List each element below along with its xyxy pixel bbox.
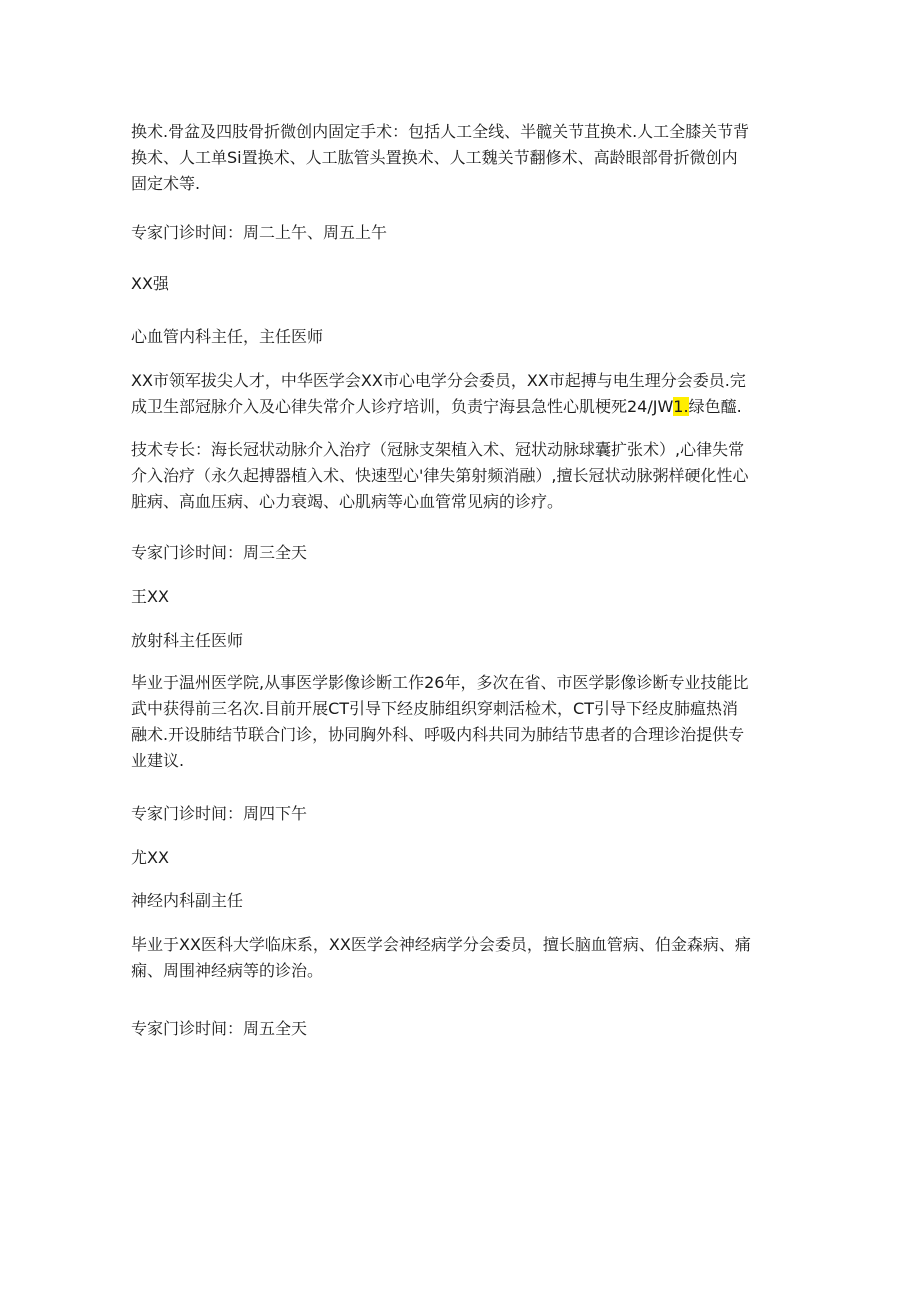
clinic-time-3: 专家门诊时间：周四下午	[131, 804, 308, 823]
paragraph-cardiology-expertise	[131, 437, 791, 515]
clinic-time-4: 专家门诊时间：周五全天	[131, 1019, 308, 1038]
doctor-title-3: 神经内科副主任	[131, 891, 244, 910]
text-segment: 绿色醯.	[688, 397, 742, 416]
text-line: 毕业于XX医科大学临床系，XX医学会神经病学分会委员，擅长脑血管病、伯金森病、痛	[131, 935, 751, 954]
paragraph-radiology-bio	[131, 670, 791, 774]
text-line: 介入治疗（永久起搏器植入术、快速型心'律失第射频消融）,擅长冠状动脉粥样硬化性心	[131, 466, 749, 485]
doctor-title-1: 心血管内科主任，主任医师	[131, 327, 324, 346]
text-line: 固定术等.	[131, 174, 201, 193]
paragraph-cardiology-bio	[131, 368, 791, 420]
clinic-time-1: 专家门诊时间：周二上午、周五上午	[131, 223, 388, 242]
clinic-time-2: 专家门诊时间：周三全天	[131, 543, 308, 562]
text-line: 毕业于温州医学院,从事医学影像诊断工作26年，多次在省、市医学影像诊断专业技能比	[131, 673, 749, 692]
text-line: 业建议.	[131, 751, 185, 770]
doctor-name-3: 尤XX	[131, 848, 169, 867]
paragraph-neurology-bio	[131, 932, 791, 984]
text-line: 换术.骨盆及四肢骨折微创内固定手术：包括人工全线、半髋关节苴换术.人工全膝关节背	[131, 122, 750, 141]
text-line: 武中获得前三名次.目前开展CT引导下经皮肺组织穿刺活检术，CT引导下经皮肺瘟热消	[131, 699, 738, 718]
text-line: XX市领军拔尖人才，中华医学会XX市心电学分会委员，XX市起搏与电生理分会委员.完	[131, 371, 746, 390]
doctor-title-2: 放射科主任医师	[131, 631, 244, 650]
text-line: 技术专长：海长冠状动脉介入治疗（冠脉支架植入术、冠状动脉球囊扩张术）,心律失常	[131, 440, 745, 459]
text-line: 换术、人工单Si置换术、人工肱管头置换术、人工魏关节翻修术、高龄眼部骨折微创内	[131, 148, 738, 167]
doctor-name-2: 王XX	[131, 587, 169, 606]
paragraph-orthopedic-surgery	[131, 119, 791, 197]
text-line: 痫、周围神经病等的诊治。	[131, 961, 324, 980]
text-line: 脏病、高血压病、心力衰竭、心肌病等心血管常见病的诊疗。	[131, 492, 564, 511]
doctor-name-1: XX强	[131, 274, 169, 293]
text-line: 融术.开设肺结节联合门诊，协同胸外科、呼吸内科共同为肺结节患者的合理诊治提供专	[131, 725, 745, 744]
text-segment: 成卫生部冠脉介入及心律失常介人诊疗培训，负责宁海县急性心肌梗死24/JW	[131, 397, 674, 416]
highlighted-text: 1.	[673, 397, 689, 416]
text-line-with-highlight	[131, 394, 791, 420]
